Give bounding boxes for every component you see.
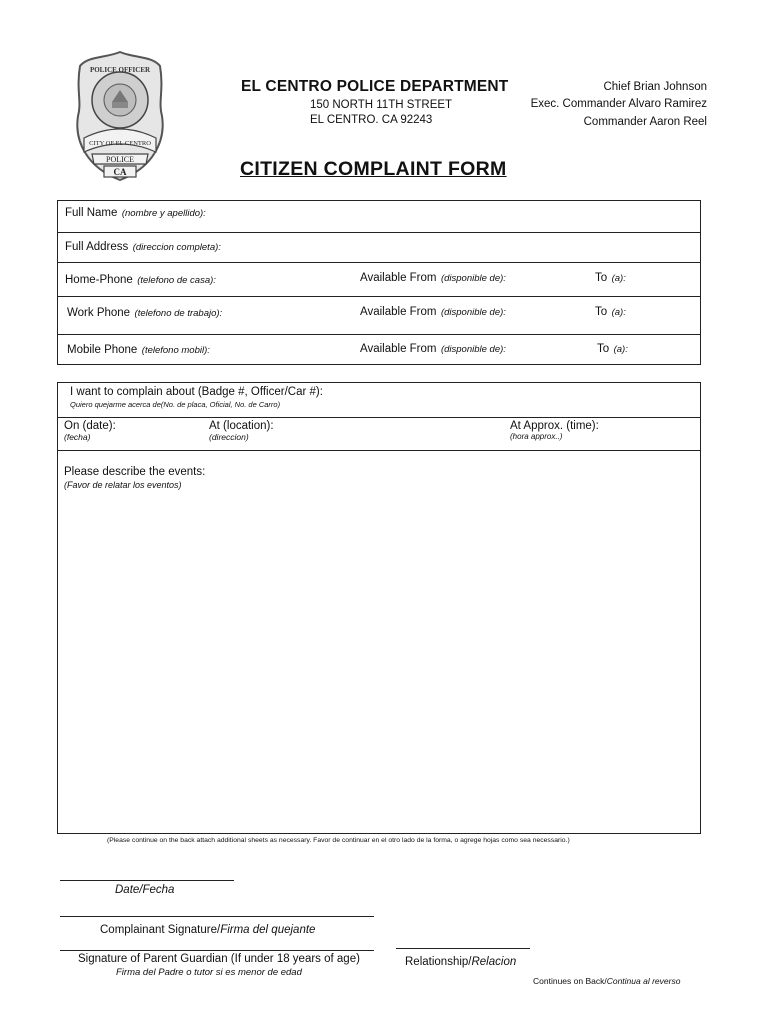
- address-line-2: EL CENTRO. CA 92243: [310, 114, 433, 126]
- date-signature-line[interactable]: [60, 880, 234, 881]
- date-label: Date/Fecha: [115, 884, 175, 896]
- home-available-from-field[interactable]: Available From (disponible de):: [360, 272, 506, 284]
- guardian-signature-line[interactable]: [60, 950, 374, 951]
- police-badge-logo: [74, 50, 166, 182]
- guardian-signature-label: Signature of Parent Guardian (If under 18 years of age): [78, 953, 360, 965]
- work-available-to-field[interactable]: To (a):: [595, 306, 626, 318]
- events-description-area[interactable]: Please describe the events: (Favor de relatar los eventos): [64, 466, 206, 490]
- staff-chief: Chief Brian Johnson: [603, 81, 707, 93]
- mobile-available-from-field[interactable]: Available From (disponible de):: [360, 343, 506, 355]
- department-name: EL CENTRO POLICE DEPARTMENT: [241, 78, 509, 95]
- staff-exec-commander: Exec. Commander Alvaro Ramirez: [530, 98, 707, 110]
- complain-about-field[interactable]: I want to complain about (Badge #, Officer/Car #): Quiero quejarme acerca de(No. de placa, Oficial, No. de Carro): [70, 386, 323, 409]
- date-field[interactable]: On (date): (fecha): [64, 420, 116, 442]
- time-field[interactable]: At Approx. (time): (hora approx..): [510, 420, 599, 441]
- mobile-available-to-field[interactable]: To (a):: [597, 343, 628, 355]
- complainant-signature-line[interactable]: [60, 916, 374, 917]
- home-available-to-field[interactable]: To (a):: [595, 272, 626, 284]
- location-field[interactable]: At (location): (direccion): [209, 420, 274, 442]
- home-phone-field[interactable]: Home-Phone (telefono de casa):: [65, 274, 216, 286]
- complainant-signature-label: Complainant Signature/Firma del quejante: [100, 924, 316, 936]
- full-address-field[interactable]: Full Address (direccion completa):: [65, 241, 221, 253]
- svg-text:POLICE OFFICER: POLICE OFFICER: [89, 66, 151, 74]
- relationship-label: Relationship/Relacion: [405, 956, 517, 968]
- mobile-phone-field[interactable]: Mobile Phone (telefono mobil):: [67, 344, 210, 356]
- staff-commander: Commander Aaron Reel: [583, 116, 707, 128]
- svg-text:POLICE: POLICE: [106, 155, 134, 164]
- full-name-field[interactable]: Full Name (nombre y apellido):: [65, 207, 206, 219]
- work-available-from-field[interactable]: Available From (disponible de):: [360, 306, 506, 318]
- relationship-line[interactable]: [396, 948, 530, 949]
- work-phone-field[interactable]: Work Phone (telefono de trabajo):: [67, 307, 223, 319]
- svg-text:CA: CA: [113, 167, 127, 177]
- guardian-signature-label-es: Firma del Padre o tutor si es menor de edad: [116, 967, 302, 978]
- continue-note: (Please continue on the back attach additional sheets as necessary. Favor de continuar en el otro lado de la forma, o agrege hojas como sea necessario.): [107, 837, 570, 844]
- svg-text:CITY OF EL CENTRO: CITY OF EL CENTRO: [89, 140, 151, 147]
- continues-on-back: Continues on Back/Continua al reverso: [533, 976, 681, 986]
- form-title: CITIZEN COMPLAINT FORM: [240, 158, 507, 180]
- address-line-1: 150 NORTH 11TH STREET: [310, 99, 453, 111]
